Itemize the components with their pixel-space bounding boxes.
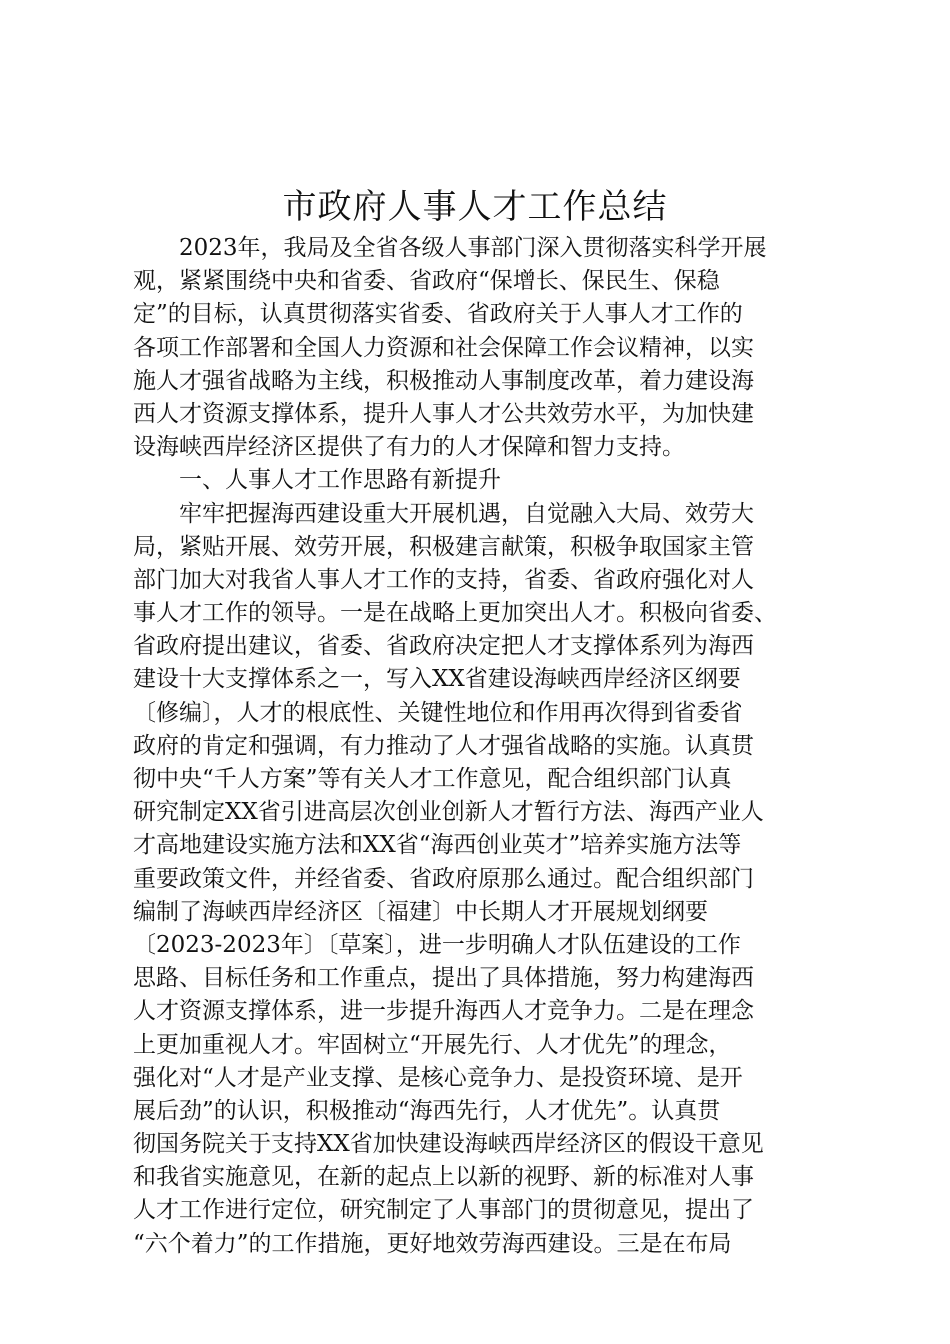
text-line: 牢牢把握海西建设重大开展机遇，自觉融入大局、效劳大 — [179, 500, 754, 527]
text-line: 建设十大支撑体系之一，写入XX省建设海峡西岸经济区纲要 — [133, 666, 741, 693]
text-line: 省政府提出建议，省委、省政府决定把人才支撑体系列为海西 — [133, 633, 754, 660]
text-line: 展后劲”的认识，积极推动“海西先行，人才优先”。认真贯 — [133, 1097, 721, 1124]
text-line: 彻中央“千人方案”等有关人才工作意见，配合组织部门认真 — [133, 766, 732, 792]
text-line: 强化对“人才是产业支撑、是核心竞争力、是投资环境、是开 — [133, 1064, 743, 1091]
text-line: 观，紧紧围绕中央和省委、省政府“保增长、保民生、保稳 — [133, 268, 720, 295]
text-line: 才高地建设实施方法和XX省“海西创业英才”培养实施方法等 — [133, 832, 742, 859]
text-line: 人才工作进行定位，研究制定了人事部门的贯彻意见，提出了 — [133, 1197, 754, 1224]
text-line: 彻国务院关于支持XX省加快建设海峡西岸经济区的假设干意见 — [133, 1131, 764, 1158]
text-line: 设海峡西岸经济区提供了有力的人才保障和智力支持。 — [133, 434, 685, 461]
text-line: 人才资源支撑体系，进一步提升海西人才竞争力。二是在理念 — [133, 998, 754, 1025]
text-line: 部门加大对我省人事人才工作的支持，省委、省政府强化对人 — [133, 566, 754, 593]
text-line: 编制了海峡西岸经济区〔福建〕中长期人才开展规划纲要 — [133, 898, 708, 925]
text-line: 思路、目标任务和工作重点，提出了具体措施，努力构建海西 — [133, 965, 754, 992]
text-line: 施人才强省战略为主线，积极推动人事制度改革，着力建设海 — [133, 367, 754, 394]
text-line: 研究制定XX省引进高层次创业创新人才暂行方法、海西产业人 — [133, 799, 764, 826]
text-line: 局，紧贴开展、效劳开展，积极建言献策，积极争取国家主管 — [133, 533, 754, 560]
text-line: 各项工作部署和全国人力资源和社会保障工作会议精神，以实 — [133, 334, 754, 361]
document-title: 市政府人事人才工作总结 — [282, 187, 668, 227]
text-line: 事人才工作的领导。一是在战略上更加突出人才。积极向省委、 — [133, 600, 777, 627]
text-line: 〔修编〕，人才的根底性、关键性地位和作用再次得到省委省 — [133, 699, 743, 726]
text-line: 西人才资源支撑体系，提升人事人才公共效劳水平，为加快建 — [133, 400, 754, 427]
section-heading: 一、人事人才工作思路有新提升 — [179, 467, 501, 494]
text-line: 〔2023-2023年〕〔草案〕，进一步明确人才队伍建设的工作 — [133, 931, 741, 958]
text-line: “六个着力”的工作措施，更好地效劳海西建设。三是在布局 — [133, 1230, 732, 1257]
text-line: 政府的肯定和强调，有力推动了人才强省战略的实施。认真贯 — [133, 732, 754, 759]
text-line: 2023年，我局及全省各级人事部门深入贯彻落实科学开展 — [179, 235, 767, 261]
text-line: 定”的目标，认真贯彻落实省委、省政府关于人事人才工作的 — [133, 301, 743, 328]
text-line: 和我省实施意见，在新的起点上以新的视野、新的标准对人事 — [133, 1164, 754, 1191]
text-line: 重要政策文件，并经省委、省政府原那么通过。配合组织部门 — [133, 865, 754, 892]
document-body — [133, 232, 833, 1261]
text-line: 上更加重视人才。牢固树立“开展先行、人才优先”的理念， — [133, 1031, 732, 1058]
